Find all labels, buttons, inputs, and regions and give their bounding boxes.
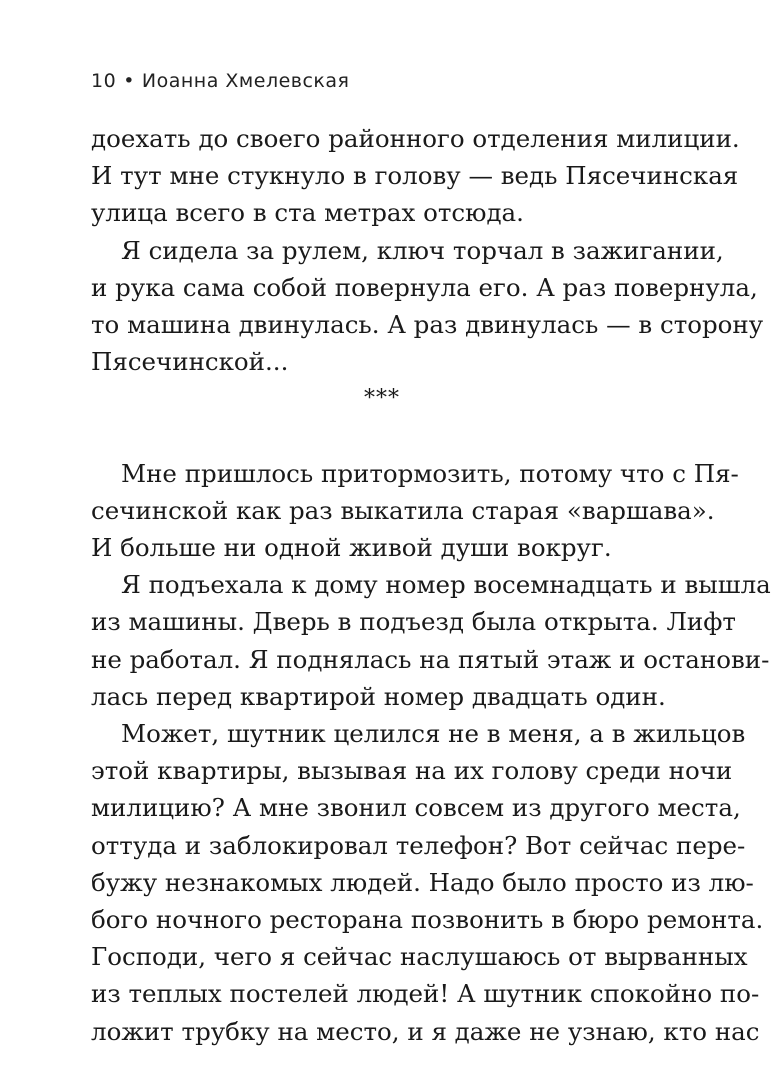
text-line: сечинской как раз выкатила старая «варшава».: [91, 495, 715, 525]
section-spacer: [91, 418, 673, 455]
text-line: улица всего в ста метрах отсюда.: [91, 198, 524, 228]
body-text: [91, 120, 771, 1050]
section-break: ***: [364, 386, 400, 412]
text-line: И тут мне стукнуло в голову — ведь Пясечинская: [91, 161, 739, 191]
text-line: и рука сама собой повернула его. А раз повернула,: [91, 272, 758, 302]
author-name: Иоанна Хмелевская: [141, 70, 350, 92]
text-line: лась перед квартирой номер двадцать один.: [91, 681, 666, 711]
text-line: И больше ни одной живой души вокруг.: [91, 533, 612, 563]
text-line: из теплых постелей людей! А шутник спокойно по-: [91, 979, 760, 1009]
text-line: милицию? А мне звонил совсем из другого места,: [91, 793, 741, 823]
text-line: этой квартиры, вызывая на их голову среди ночи: [91, 756, 733, 786]
page-number: 10: [91, 70, 117, 92]
running-header: [91, 70, 349, 92]
text-line: Мне пришлось притормозить, потому что с Пя-: [121, 458, 739, 488]
text-line: бого ночного ресторана позвонить в бюро ремонта.: [91, 904, 764, 934]
text-line: Господи, чего я сейчас наслушаюсь от вырванных: [91, 942, 748, 972]
text-line: оттуда и заблокировал телефон? Вот сейчас пере-: [91, 830, 746, 860]
text-line: Я подъехала к дому номер восемнадцать и вышла: [121, 570, 771, 600]
text-line: Пясечинской...: [91, 347, 289, 377]
text-line: то машина двинулась. А раз двинулась — в сторону: [91, 309, 764, 339]
text-line: бужу незнакомых людей. Надо было просто из лю-: [91, 867, 754, 897]
text-line: из машины. Дверь в подъезд была открыта. Лифт: [91, 607, 736, 637]
text-line: доехать до своего районного отделения милиции.: [91, 124, 740, 153]
text-line: Я сидела за рулем, ключ торчал в зажигании,: [121, 235, 724, 265]
text-line: не работал. Я поднялась на пятый этаж и останови-: [91, 644, 770, 674]
text-line: ложит трубку на место, и я даже не узнаю, кто нас: [91, 1016, 760, 1046]
header-separator: •: [123, 70, 135, 92]
text-line: Может, шутник целился не в меня, а в жильцов: [121, 719, 746, 748]
